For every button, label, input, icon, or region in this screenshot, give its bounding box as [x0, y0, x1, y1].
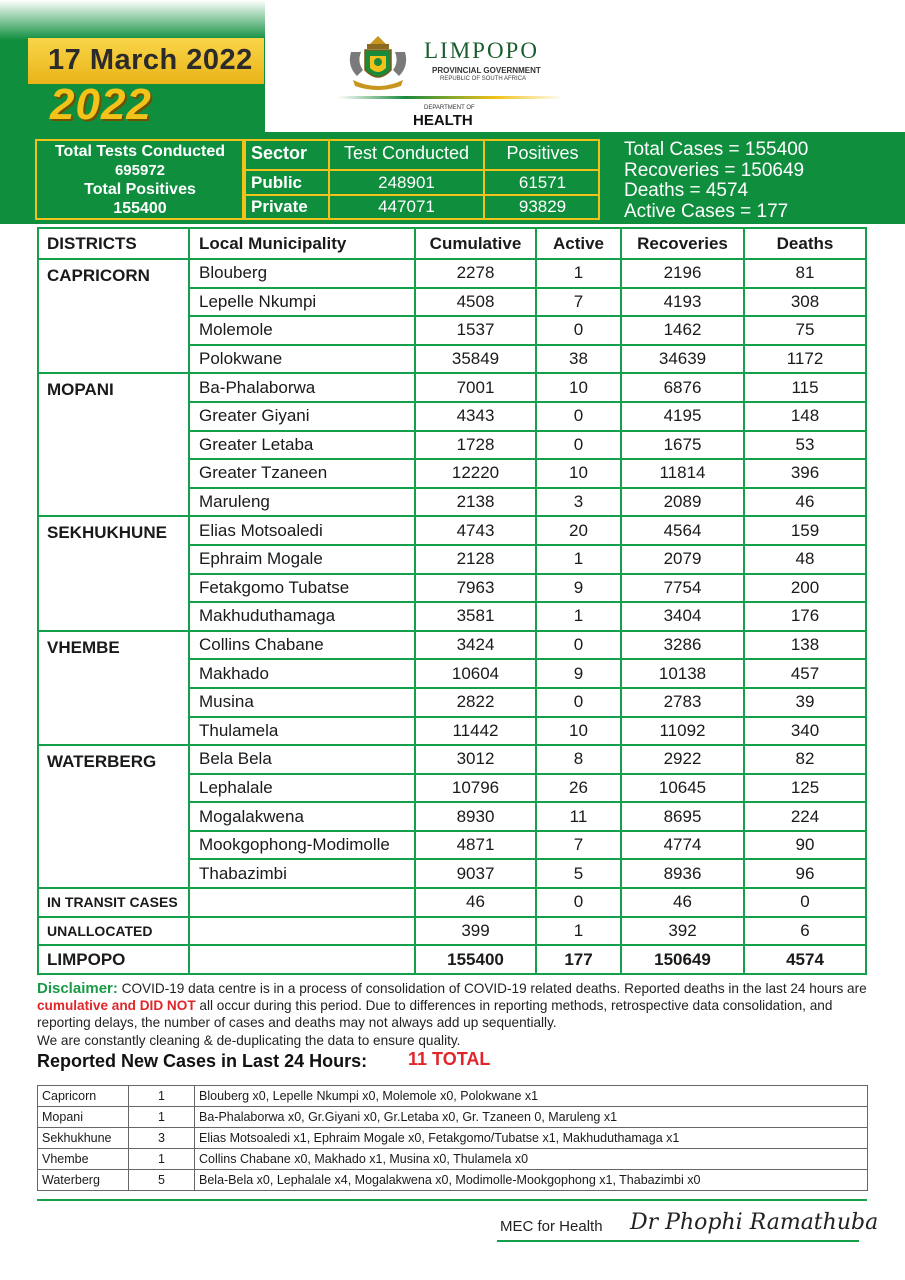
new-case-detail: Elias Motsoaledi x1, Ephraim Mogale x0, Fetakgomo/Tubatse x1, Makhuduthamaga x1 — [195, 1128, 868, 1149]
municipality-cell: Makhado — [189, 659, 415, 688]
municipality-cell: Thulamela — [189, 717, 415, 746]
municipality-cell: Fetakgomo Tubatse — [189, 574, 415, 603]
cumulative-cell: 3424 — [415, 631, 536, 660]
signature-line — [497, 1240, 859, 1242]
active-cell: 38 — [536, 345, 621, 374]
cumulative-cell: 9037 — [415, 859, 536, 888]
cumulative-cell: 11442 — [415, 717, 536, 746]
total-positives-label: Total Positives — [84, 181, 196, 198]
sector-public-positives: 61571 — [518, 173, 567, 192]
deaths-cell: 138 — [744, 631, 866, 660]
table-row — [38, 259, 866, 288]
new-case-count: 5 — [129, 1170, 195, 1191]
active-cell: 9 — [536, 659, 621, 688]
new-case-row — [38, 1149, 868, 1170]
district-name — [38, 516, 189, 630]
active-cell: 10 — [536, 459, 621, 488]
new-cases-total: 11 TOTAL — [408, 1049, 491, 1069]
signature: Dr Phophi Ramathuba — [630, 1210, 879, 1235]
municipality-cell — [189, 917, 415, 946]
district-label: WATERBERG — [47, 752, 157, 772]
recoveries-cell: 2922 — [621, 745, 744, 774]
recoveries-cell: 2783 — [621, 688, 744, 717]
active-cell: 3 — [536, 488, 621, 517]
active-cell: 1 — [536, 259, 621, 288]
cumulative-cell: 4343 — [415, 402, 536, 431]
municipality-cell: Maruleng — [189, 488, 415, 517]
district-label: VHEMBE — [47, 637, 120, 657]
cumulative-cell: 4743 — [415, 516, 536, 545]
header-municipality: Local Municipality — [189, 228, 415, 259]
deaths-cell: 46 — [744, 488, 866, 517]
recoveries-cell: 8695 — [621, 802, 744, 831]
table-row — [38, 631, 866, 660]
new-cases-table — [37, 1085, 868, 1191]
cumulative-cell: 2278 — [415, 259, 536, 288]
municipality-cell: Collins Chabane — [189, 631, 415, 660]
recoveries-line: Recoveries = 150649 — [624, 159, 805, 181]
deaths-cell: 159 — [744, 516, 866, 545]
cumulative-cell: 1728 — [415, 431, 536, 460]
new-case-count: 3 — [129, 1128, 195, 1149]
district-label: SEKHUKHUNE — [47, 523, 167, 543]
active-cell: 10 — [536, 717, 621, 746]
new-case-district: Vhembe — [38, 1149, 129, 1170]
cumulative-cell: 7001 — [415, 373, 536, 402]
cumulative-cell: 399 — [415, 917, 536, 946]
tests-header: Test Conducted — [343, 143, 470, 163]
active-cell: 8 — [536, 745, 621, 774]
in-transit-row — [38, 888, 866, 917]
district-table — [37, 227, 867, 975]
active-cell: 0 — [536, 888, 621, 917]
recoveries-cell: 150649 — [621, 945, 744, 974]
disclaimer-label: Disclaimer: — [37, 980, 118, 997]
municipality-cell: Greater Giyani — [189, 402, 415, 431]
active-cell: 1 — [536, 602, 621, 631]
new-cases-title: Reported New Cases in Last 24 Hours: — [37, 1051, 368, 1071]
table-row — [38, 745, 866, 774]
deaths-cell: 81 — [744, 259, 866, 288]
deaths-cell: 340 — [744, 717, 866, 746]
recoveries-cell: 1675 — [621, 431, 744, 460]
new-case-row — [38, 1086, 868, 1107]
deaths-cell: 176 — [744, 602, 866, 631]
deaths-cell: 53 — [744, 431, 866, 460]
cumulative-cell: 35849 — [415, 345, 536, 374]
recoveries-cell: 4193 — [621, 288, 744, 317]
recoveries-cell: 46 — [621, 888, 744, 917]
new-case-count: 1 — [129, 1149, 195, 1170]
municipality-cell: Lephalale — [189, 774, 415, 803]
district-name — [38, 259, 189, 373]
header-fade — [0, 0, 265, 40]
total-row — [38, 945, 866, 974]
cumulative-cell: 4508 — [415, 288, 536, 317]
new-case-detail: Blouberg x0, Lepelle Nkumpi x0, Molemole x0, Polokwane x1 — [195, 1086, 868, 1107]
bottom-divider — [37, 1199, 867, 1201]
cumulative-cell: 2822 — [415, 688, 536, 717]
new-case-row — [38, 1128, 868, 1149]
disclaimer-text-2: all occur during this period. Due to differences in reporting methods, retrospective data consolidation, and reporting delays, the number of cases and deaths may not always add up sequentially. — [37, 998, 833, 1031]
sector-public-tests: 248901 — [378, 173, 435, 192]
recoveries-cell: 10138 — [621, 659, 744, 688]
recoveries-cell: 2196 — [621, 259, 744, 288]
cumulative-cell: 3581 — [415, 602, 536, 631]
deaths-cell: 125 — [744, 774, 866, 803]
disclaimer-text-1: COVID-19 data centre is in a process of consolidation of COVID-19 related deaths. Reported deaths in the last 24 hours are — [117, 981, 867, 996]
report-date: 17 March 2022 — [48, 44, 253, 76]
coat-of-arms-logo — [343, 30, 413, 92]
district-name — [38, 631, 189, 745]
municipality-cell — [189, 945, 415, 974]
new-case-count: 1 — [129, 1086, 195, 1107]
gov-name: LIMPOPO — [424, 38, 539, 63]
recoveries-cell: 7754 — [621, 574, 744, 603]
row-label: LIMPOPO — [38, 945, 189, 974]
disclaimer — [37, 980, 867, 1049]
active-cell: 7 — [536, 831, 621, 860]
active-cell: 0 — [536, 316, 621, 345]
municipality-cell: Makhuduthamaga — [189, 602, 415, 631]
total-tests-value: 695972 — [114, 162, 166, 179]
district-label: MOPANI — [47, 380, 114, 400]
new-case-district: Mopani — [38, 1107, 129, 1128]
deaths-cell: 396 — [744, 459, 866, 488]
municipality-cell: Bela Bela — [189, 745, 415, 774]
recoveries-cell: 11092 — [621, 717, 744, 746]
deaths-cell: 0 — [744, 888, 866, 917]
deaths-cell: 457 — [744, 659, 866, 688]
header-cumulative: Cumulative — [415, 228, 536, 259]
deaths-cell: 82 — [744, 745, 866, 774]
district-name — [38, 373, 189, 516]
report-year: 2022 — [50, 80, 152, 129]
table-header-row — [38, 228, 866, 259]
brand-divider — [338, 96, 564, 99]
deaths-cell: 4574 — [744, 945, 866, 974]
sector-grid-line — [244, 169, 600, 171]
municipality-cell: Musina — [189, 688, 415, 717]
deaths-cell: 115 — [744, 373, 866, 402]
cumulative-cell: 3012 — [415, 745, 536, 774]
active-cell: 0 — [536, 431, 621, 460]
municipality-cell: Mookgophong-Modimolle — [189, 831, 415, 860]
header-deaths: Deaths — [744, 228, 866, 259]
recoveries-cell: 4195 — [621, 402, 744, 431]
active-cell: 20 — [536, 516, 621, 545]
cumulative-cell: 1537 — [415, 316, 536, 345]
active-cases-line: Active Cases = 177 — [624, 200, 789, 222]
dept-name: HEALTH — [413, 112, 473, 129]
municipality-cell: Polokwane — [189, 345, 415, 374]
cumulative-cell: 46 — [415, 888, 536, 917]
total-cases-line: Total Cases = 155400 — [624, 139, 809, 160]
deaths-cell: 90 — [744, 831, 866, 860]
totals-block — [624, 140, 808, 222]
total-positives-value: 155400 — [113, 200, 167, 217]
recoveries-cell: 3404 — [621, 602, 744, 631]
new-case-row — [38, 1107, 868, 1128]
cumulative-cell: 2128 — [415, 545, 536, 574]
deaths-cell: 96 — [744, 859, 866, 888]
municipality-cell: Blouberg — [189, 259, 415, 288]
sector-header: Sector — [251, 143, 308, 163]
unallocated-row — [38, 917, 866, 946]
active-cell: 177 — [536, 945, 621, 974]
row-label: UNALLOCATED — [38, 917, 189, 946]
table-row — [38, 516, 866, 545]
dept-label: DEPARTMENT OF — [424, 105, 475, 111]
cumulative-cell: 10604 — [415, 659, 536, 688]
gov-country: REPUBLIC OF SOUTH AFRICA — [440, 76, 527, 82]
deaths-cell: 148 — [744, 402, 866, 431]
district-label: CAPRICORN — [47, 266, 150, 285]
new-case-count: 1 — [129, 1107, 195, 1128]
cumulative-cell: 155400 — [415, 945, 536, 974]
municipality-cell — [189, 888, 415, 917]
municipality-cell: Greater Tzaneen — [189, 459, 415, 488]
recoveries-cell: 4774 — [621, 831, 744, 860]
cumulative-cell: 10796 — [415, 774, 536, 803]
sector-grid-line — [244, 194, 600, 196]
new-case-detail: Bela-Bela x0, Lephalale x4, Mogalakwena x0, Modimolle-Mookgophong x1, Thabazimbi x0 — [195, 1170, 868, 1191]
new-case-district: Waterberg — [38, 1170, 129, 1191]
deaths-cell: 308 — [744, 288, 866, 317]
table-row — [38, 373, 866, 402]
recoveries-cell: 1462 — [621, 316, 744, 345]
recoveries-cell: 11814 — [621, 459, 744, 488]
active-cell: 0 — [536, 402, 621, 431]
recoveries-cell: 4564 — [621, 516, 744, 545]
municipality-cell: Ephraim Mogale — [189, 545, 415, 574]
deaths-line: Deaths = 4574 — [624, 180, 749, 201]
municipality-cell: Molemole — [189, 316, 415, 345]
mec-label: MEC for Health — [500, 1218, 603, 1235]
active-cell: 7 — [536, 288, 621, 317]
municipality-cell: Mogalakwena — [189, 802, 415, 831]
sector-private-label: Private — [251, 197, 308, 216]
recoveries-cell: 34639 — [621, 345, 744, 374]
gov-subtitle: PROVINCIAL GOVERNMENT — [432, 66, 541, 75]
deaths-cell: 48 — [744, 545, 866, 574]
active-cell: 5 — [536, 859, 621, 888]
municipality-cell: Lepelle Nkumpi — [189, 288, 415, 317]
row-label: IN TRANSIT CASES — [38, 888, 189, 917]
recoveries-cell: 3286 — [621, 631, 744, 660]
deaths-cell: 6 — [744, 917, 866, 946]
deaths-cell: 224 — [744, 802, 866, 831]
municipality-cell: Greater Letaba — [189, 431, 415, 460]
recoveries-cell: 6876 — [621, 373, 744, 402]
header-districts: DISTRICTS — [38, 228, 189, 259]
active-cell: 26 — [536, 774, 621, 803]
active-cell: 1 — [536, 545, 621, 574]
cumulative-cell: 7963 — [415, 574, 536, 603]
deaths-cell: 75 — [744, 316, 866, 345]
municipality-cell: Elias Motsoaledi — [189, 516, 415, 545]
recoveries-cell: 10645 — [621, 774, 744, 803]
new-case-district: Capricorn — [38, 1086, 129, 1107]
new-case-row — [38, 1170, 868, 1191]
cumulative-cell: 4871 — [415, 831, 536, 860]
active-cell: 10 — [536, 373, 621, 402]
disclaimer-text-3: We are constantly cleaning & de-duplicating the data to ensure quality. — [37, 1032, 461, 1048]
sector-private-positives: 93829 — [518, 197, 567, 216]
recoveries-cell: 2089 — [621, 488, 744, 517]
header-active: Active — [536, 228, 621, 259]
cumulative-cell: 12220 — [415, 459, 536, 488]
total-tests-label: Total Tests Conducted — [54, 143, 226, 160]
header-recoveries: Recoveries — [621, 228, 744, 259]
deaths-cell: 39 — [744, 688, 866, 717]
disclaimer-emphasis: cumulative and DID NOT — [37, 998, 196, 1014]
positives-header: Positives — [506, 143, 579, 163]
cumulative-cell: 2138 — [415, 488, 536, 517]
new-case-detail: Ba-Phalaborwa x0, Gr.Giyani x0, Gr.Letaba x0, Gr. Tzaneen 0, Maruleng x1 — [195, 1107, 868, 1128]
active-cell: 9 — [536, 574, 621, 603]
deaths-cell: 1172 — [744, 345, 866, 374]
cumulative-cell: 8930 — [415, 802, 536, 831]
municipality-cell: Ba-Phalaborwa — [189, 373, 415, 402]
new-case-district: Sekhukhune — [38, 1128, 129, 1149]
recoveries-cell: 2079 — [621, 545, 744, 574]
municipality-cell: Thabazimbi — [189, 859, 415, 888]
deaths-cell: 200 — [744, 574, 866, 603]
sector-private-tests: 447071 — [378, 197, 435, 216]
sector-public-label: Public — [251, 173, 303, 192]
active-cell: 1 — [536, 917, 621, 946]
new-case-detail: Collins Chabane x0, Makhado x1, Musina x0, Thulamela x0 — [195, 1149, 868, 1170]
active-cell: 0 — [536, 688, 621, 717]
active-cell: 0 — [536, 631, 621, 660]
active-cell: 11 — [536, 802, 621, 831]
recoveries-cell: 8936 — [621, 859, 744, 888]
district-name — [38, 745, 189, 888]
recoveries-cell: 392 — [621, 917, 744, 946]
